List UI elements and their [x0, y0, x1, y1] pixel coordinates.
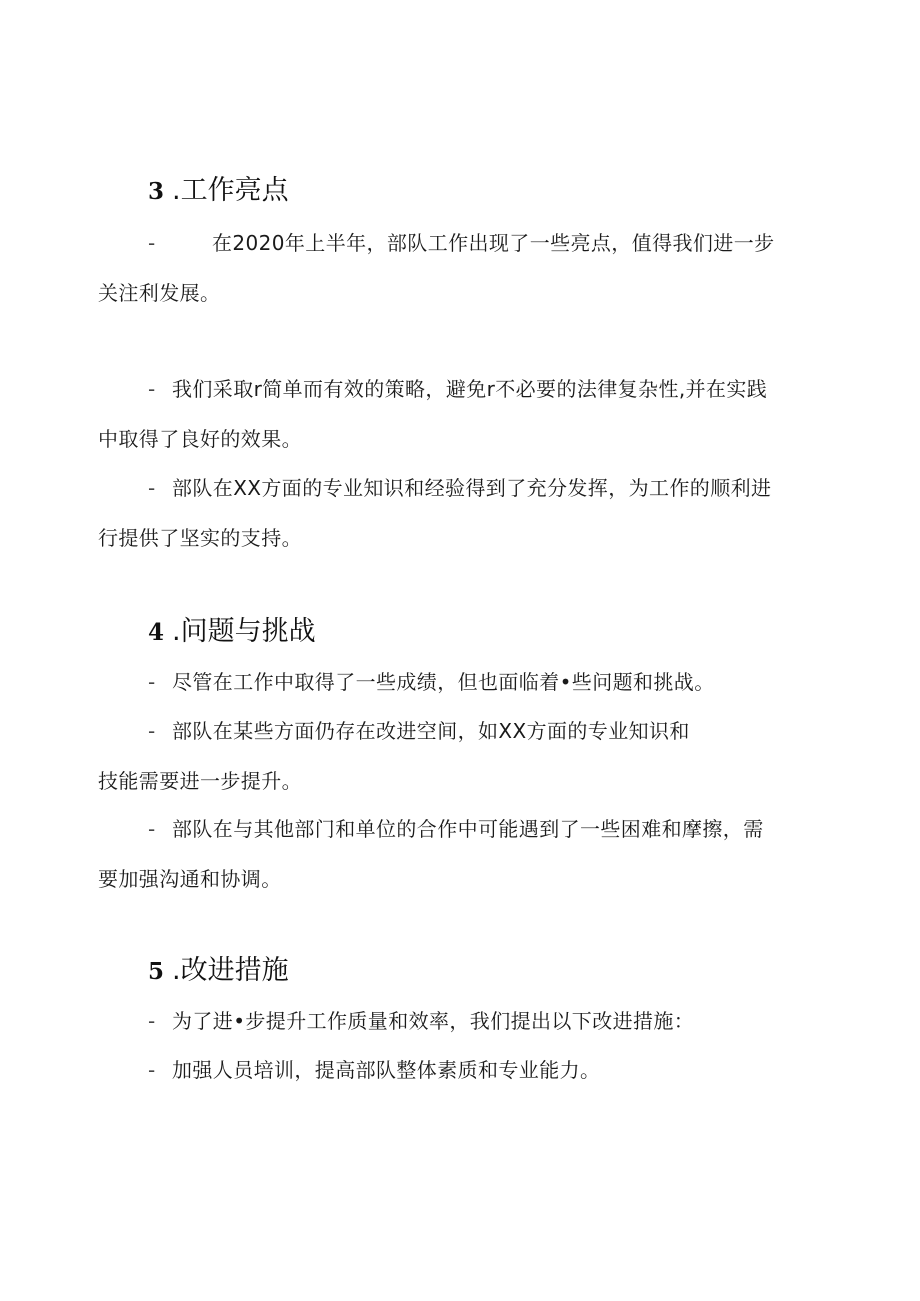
line-text: 关注利发展。: [98, 281, 221, 305]
line-text: 尽管在工作中取得了一些成绩，但也面临着•些问题和挑战。: [172, 670, 715, 694]
line-text: 部队在XX方面的专业知识和经验得到了充分发挥，为工作的顺利进: [172, 476, 772, 500]
bullet-dash: -: [148, 1009, 156, 1033]
bullet-dash: -: [148, 670, 156, 694]
section-title: .工作亮点: [172, 175, 289, 206]
section-title: .改进措施: [172, 955, 289, 986]
bullet-dash: -: [148, 817, 156, 841]
paragraph: [98, 657, 822, 707]
bullet-dash: -: [148, 1058, 156, 1082]
paragraph: [98, 996, 822, 1046]
line-text: 我们采取r简单而有效的策略，避免r不必要的法律复杂性,并在实践: [172, 377, 768, 401]
bullet-dash: -: [148, 377, 156, 401]
section-5-heading: [148, 953, 289, 990]
line-text: 加强人员培训，提高部队整体素质和专业能力。: [172, 1058, 601, 1082]
paragraph-line: [98, 996, 822, 1046]
paragraph-line: [98, 268, 822, 318]
paragraph: [98, 218, 822, 318]
section-4-heading: [148, 614, 316, 651]
paragraph-line: [98, 513, 822, 563]
paragraph-line: [98, 414, 822, 464]
line-text: 中取得了良好的效果。: [98, 427, 302, 451]
line-text: 行提供了坚实的支持。: [98, 526, 302, 550]
paragraph-line: [98, 756, 822, 806]
bullet-dash: -: [148, 231, 156, 255]
bullet-dash: -: [148, 476, 156, 500]
section-title: .问题与挑战: [172, 616, 316, 647]
bullet-dash: -: [148, 719, 156, 743]
paragraph-line: [98, 657, 822, 707]
paragraph-line: [98, 1045, 822, 1095]
paragraph-line: [98, 854, 822, 904]
section-number: 3: [148, 178, 165, 205]
paragraph: [98, 364, 822, 464]
line-text: 部队在某些方面仍存在改进空间，如XX方面的专业知识和: [172, 719, 690, 743]
paragraph-line: [98, 706, 822, 756]
paragraph: [98, 1045, 822, 1095]
paragraph-line: [98, 463, 822, 513]
section-number: 5: [148, 958, 165, 985]
paragraph-line: [98, 364, 822, 414]
section-number: 4: [148, 619, 165, 646]
paragraph: [98, 463, 822, 563]
line-text: 部队在与其他部门和单位的合作中可能遇到了一些困难和摩擦，需: [172, 817, 764, 841]
line-text: 要加强沟通和协调。: [98, 867, 282, 891]
line-text: 为了进•步提升工作质量和效率，我们提出以下改进措施：: [172, 1009, 695, 1033]
paragraph-line: [98, 804, 822, 854]
paragraph-line: [98, 218, 822, 268]
paragraph: [98, 804, 822, 904]
paragraph: [98, 706, 822, 806]
line-text: 技能需要进一步提升。: [98, 769, 302, 793]
line-text: 在2020年上半年，部队工作出现了一些亮点，值得我们进一步: [212, 231, 775, 255]
section-3-heading: [148, 173, 289, 210]
